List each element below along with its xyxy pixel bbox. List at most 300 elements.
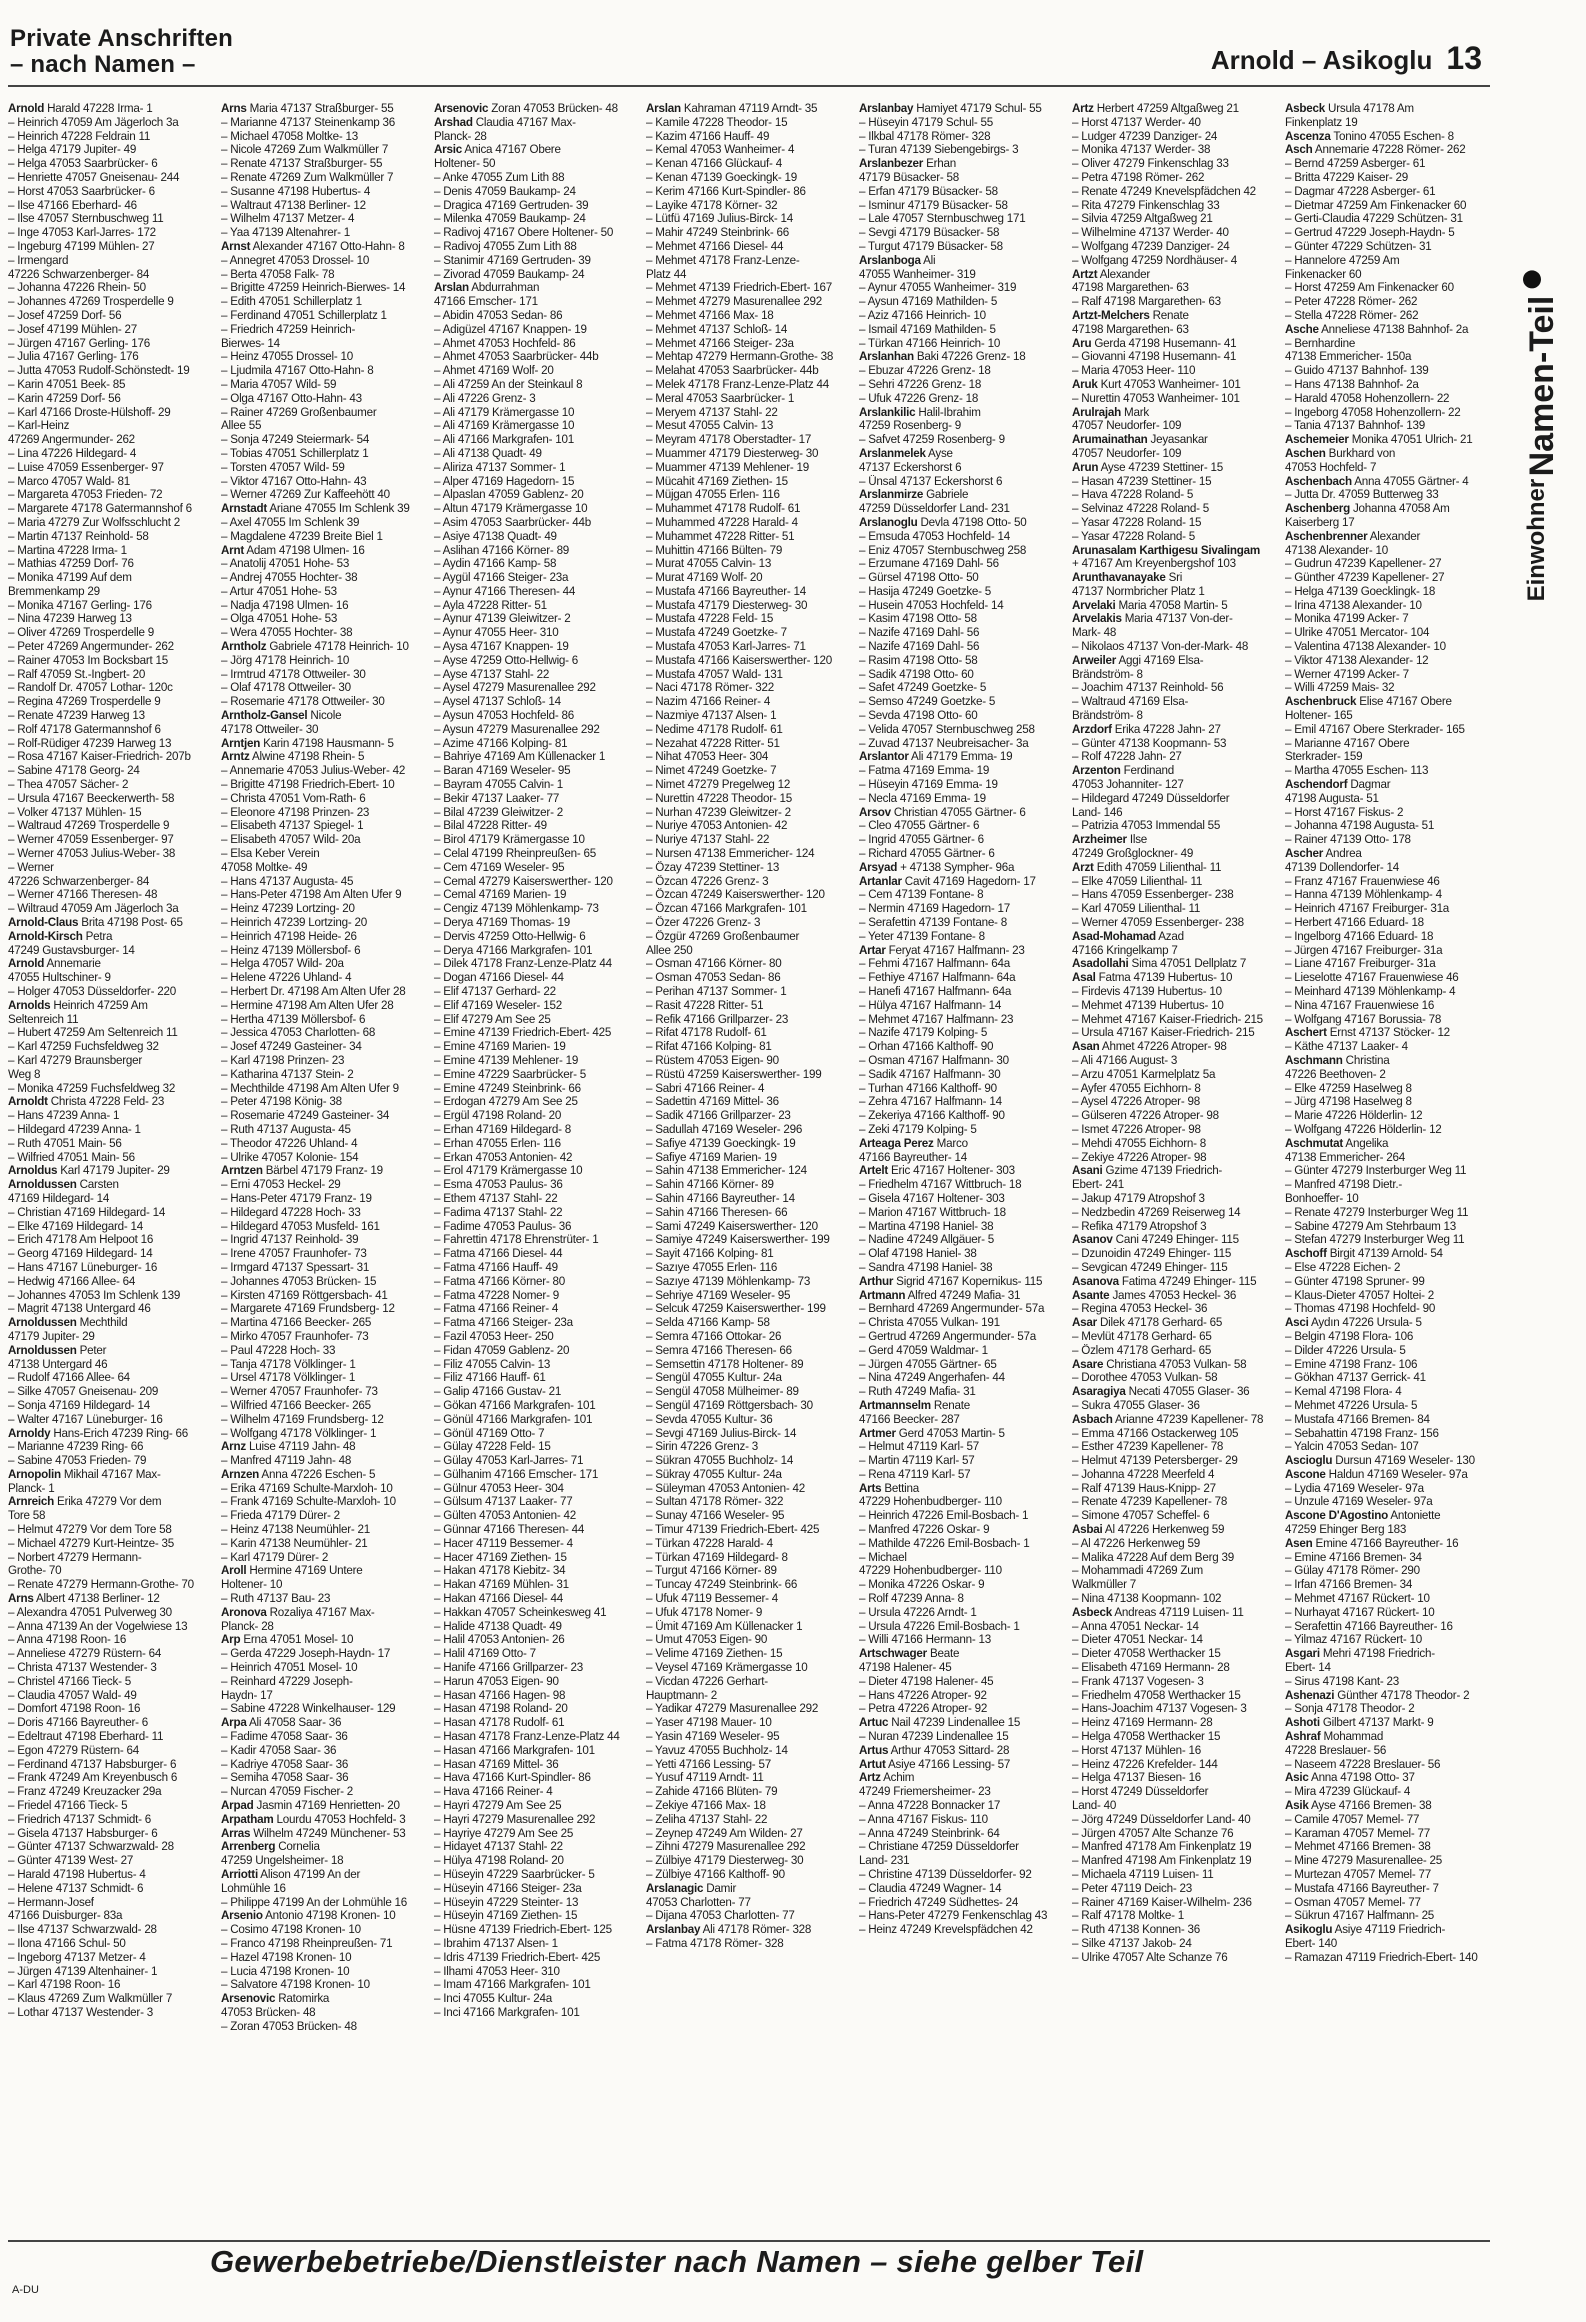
listing-entry bbox=[646, 971, 839, 985]
listing-entry bbox=[859, 1482, 1052, 1496]
entry-details: – Thea 47057 Sächer- 2 bbox=[8, 778, 129, 792]
listing-entry bbox=[859, 1385, 1052, 1399]
listing-entry bbox=[434, 268, 627, 282]
entry-details: Sterkrader- 159 bbox=[1284, 750, 1363, 764]
entry-details: – Aynur 47139 Gleiwitzer- 2 bbox=[433, 612, 571, 626]
listing-entry bbox=[859, 502, 1052, 516]
listing-entry bbox=[859, 1744, 1052, 1758]
entry-details: – Elke 47059 Lilienthal- 11 bbox=[1072, 874, 1203, 888]
entry-details: – Heinz 47055 Drossel- 10 bbox=[220, 350, 353, 364]
listing-entry bbox=[221, 557, 414, 571]
listing-entry bbox=[646, 916, 839, 930]
listing-entry bbox=[1285, 1095, 1478, 1109]
surname: Arns bbox=[8, 1592, 34, 1606]
listing-entry bbox=[1072, 1164, 1265, 1178]
listing-entry bbox=[1285, 1689, 1478, 1703]
listing-entry bbox=[1072, 806, 1265, 820]
listing-entry bbox=[434, 1647, 627, 1661]
entry-details: Maria 47058 Martin- 5 bbox=[1115, 598, 1228, 612]
listing-entry bbox=[646, 102, 839, 116]
entry-details: – Reinhard 47229 Joseph- bbox=[220, 1674, 353, 1688]
entry-details: – Muammer 47139 Mehlener- 19 bbox=[646, 460, 810, 474]
entry-details: – Hava 47166 Kurt-Spindler- 86 bbox=[433, 1771, 591, 1785]
listing-entry bbox=[1072, 1220, 1265, 1234]
listing-entry bbox=[1072, 1827, 1265, 1841]
listing-entry bbox=[1072, 1454, 1265, 1468]
entry-details: – Kadir 47058 Saar- 36 bbox=[220, 1743, 337, 1757]
entry-details: – Arzu 47051 Karmelplatz 5a bbox=[1072, 1067, 1216, 1081]
entry-details: – Emine 47139 Friedrich-Ebert- 425 bbox=[433, 1026, 611, 1040]
entry-details: Alwine 47198 Rhein- 5 bbox=[249, 750, 365, 764]
listing-entry bbox=[1285, 902, 1478, 916]
listing-entry bbox=[1285, 1316, 1478, 1330]
listing-entry bbox=[859, 171, 1052, 185]
listing-entry bbox=[434, 764, 627, 778]
surname: Ascone bbox=[1284, 1467, 1326, 1481]
entry-details: – Helga 47179 Jupiter- 49 bbox=[8, 143, 137, 157]
entry-details: – Rasit 47228 Ritter- 51 bbox=[646, 998, 764, 1012]
listing-entry bbox=[1072, 254, 1265, 268]
entry-details: – Yaa 47139 Altenahrer- 1 bbox=[220, 226, 350, 240]
entry-details: – Horst 47137 Mühlen- 16 bbox=[1072, 1743, 1202, 1757]
entry-details: – Ralf 47178 Moltke- 1 bbox=[1072, 1909, 1185, 1923]
listing-entry bbox=[221, 516, 414, 530]
entry-details: – Peter 47269 Angermunder- 262 bbox=[8, 640, 174, 654]
listing-entry bbox=[646, 640, 839, 654]
entry-details: – Jürgen 47139 Altenhainer- 1 bbox=[8, 1964, 158, 1978]
entry-details: – Meryem 47137 Stahl- 22 bbox=[646, 405, 779, 419]
entry-details: – Fatma 47166 Hauff- 49 bbox=[433, 1260, 558, 1274]
listing-entry bbox=[221, 1385, 414, 1399]
entry-details: – Stefan 47279 Insterburger Weg 11 bbox=[1284, 1233, 1465, 1247]
listing-entry bbox=[1285, 750, 1478, 764]
entry-details: – Fehmi 47167 Halfmann- 64a bbox=[859, 957, 1011, 971]
entry-details: Aydın 47226 Ursula- 5 bbox=[1308, 1316, 1422, 1330]
entry-details: – Tanja 47178 Völklinger- 1 bbox=[220, 1357, 356, 1371]
listing-entry bbox=[8, 516, 201, 530]
entry-details: – Nadja 47198 Ulmen- 16 bbox=[220, 598, 349, 612]
listing-entry bbox=[1285, 1551, 1478, 1565]
entry-details: – Imam 47166 Markgrafen- 101 bbox=[433, 1978, 591, 1992]
entry-details: – Aygül 47166 Steiger- 23a bbox=[433, 571, 568, 585]
listing-entry bbox=[1072, 240, 1265, 254]
surname: Asen bbox=[1284, 1536, 1313, 1550]
listing-entry bbox=[8, 171, 201, 185]
listing-entry bbox=[8, 309, 201, 323]
entry-details: – Emil 47167 Obere Sterkrader- 165 bbox=[1284, 722, 1465, 736]
entry-details: – Nazife 47169 Dahl- 56 bbox=[859, 626, 980, 640]
listing-entry bbox=[1285, 695, 1478, 709]
surname: Arunasalam Karthigesu Sivalingam bbox=[1072, 543, 1261, 557]
listing-entry bbox=[859, 1689, 1052, 1703]
listing-entry bbox=[221, 916, 414, 930]
listing-entry bbox=[8, 971, 201, 985]
listing-entry bbox=[1072, 640, 1265, 654]
entry-details: – Sunay 47166 Weseler- 95 bbox=[646, 1509, 785, 1523]
listing-entry bbox=[1285, 1661, 1478, 1675]
entry-details: – Velida 47057 Sternbuschweg 258 bbox=[859, 722, 1036, 736]
section-title-line2: – nach Namen – bbox=[10, 51, 196, 78]
listing-entry bbox=[646, 1537, 839, 1551]
entry-details: – Tania 47137 Bahnhof- 139 bbox=[1284, 419, 1426, 433]
surname: Arriotti bbox=[220, 1868, 258, 1881]
surname: Arnold bbox=[8, 102, 45, 115]
listing-entry bbox=[8, 1689, 201, 1703]
entry-details: Anna 47226 Eschen- 5 bbox=[258, 1467, 376, 1481]
listing-entry bbox=[221, 1302, 414, 1316]
entry-details: – Katharina 47137 Stein- 2 bbox=[220, 1067, 354, 1081]
listing-entry bbox=[221, 226, 414, 240]
entry-details: – Hakan 47178 Kiebitz- 34 bbox=[433, 1564, 566, 1578]
listing-entry bbox=[859, 723, 1052, 737]
listing-entry bbox=[434, 1785, 627, 1799]
entry-details: – Emine 47198 Franz- 106 bbox=[1284, 1357, 1418, 1371]
entry-details: – Hannelore 47259 Am bbox=[1284, 253, 1400, 267]
entry-details: – Bernd 47259 Asberger- 61 bbox=[1284, 157, 1426, 171]
entry-details: – Serafettin 47139 Fontane- 8 bbox=[859, 916, 1008, 930]
listing-entry bbox=[434, 902, 627, 916]
listing-entry bbox=[434, 1427, 627, 1441]
entry-details: – Randolf Dr. 47057 Lothar- 120c bbox=[8, 681, 173, 695]
entry-details: – Safiye 47169 Marien- 19 bbox=[646, 1150, 778, 1164]
entry-details: – Dilek 47178 Franz-Lenze-Platz 44 bbox=[433, 957, 612, 971]
listing-entry bbox=[8, 226, 201, 240]
listing-entry bbox=[1285, 1399, 1478, 1413]
listing-entry bbox=[221, 240, 414, 254]
entry-details: Eric 47167 Holtener- 303 bbox=[888, 1164, 1016, 1178]
entry-details: Jasmin 47169 Henrietten- 20 bbox=[253, 1799, 400, 1813]
surname: Arpa bbox=[220, 1716, 247, 1730]
listing-entry bbox=[434, 1413, 627, 1427]
listing-entry bbox=[1285, 461, 1478, 475]
listing-entry bbox=[646, 1785, 839, 1799]
entry-details: – Ilhami 47053 Heer- 310 bbox=[433, 1964, 560, 1978]
listing-entry bbox=[646, 875, 839, 889]
surname: Arthur bbox=[859, 1274, 894, 1288]
listing-entry bbox=[646, 571, 839, 585]
listing-entry bbox=[1072, 1785, 1265, 1799]
surname: Asante bbox=[1072, 1288, 1110, 1302]
listing-entry bbox=[8, 695, 201, 709]
listing-entry bbox=[1072, 1109, 1265, 1123]
listing-entry bbox=[646, 143, 839, 157]
entry-details: – Giovanni 47198 Husemann- 41 bbox=[1072, 350, 1237, 364]
listing-entry bbox=[221, 681, 414, 695]
listing-entry bbox=[1285, 1358, 1478, 1372]
entry-details: – Martina 47166 Beecker- 265 bbox=[220, 1316, 371, 1330]
surname: Artus bbox=[859, 1743, 889, 1757]
entry-details: – Baran 47169 Weseler- 95 bbox=[433, 764, 571, 778]
entry-details: – Radivoj 47055 Zum Lith 88 bbox=[433, 239, 577, 253]
listing-entry bbox=[1285, 406, 1478, 420]
listing-entry bbox=[646, 116, 839, 130]
surname: Aschemeier bbox=[1284, 433, 1349, 447]
listing-entry bbox=[221, 1716, 414, 1730]
listing-entry bbox=[8, 985, 201, 999]
entry-details: – Emine 47229 Saarbrücker- 5 bbox=[433, 1067, 586, 1081]
listing-entry bbox=[1072, 1082, 1265, 1096]
listing-entry bbox=[646, 792, 839, 806]
entry-details: – Emine 47166 Bremen- 34 bbox=[1284, 1550, 1422, 1564]
entry-details: – Hidayet 47137 Stahl- 22 bbox=[433, 1840, 563, 1854]
listing-entry bbox=[1285, 1454, 1478, 1468]
entry-details: – Karin 47259 Dorf- 56 bbox=[8, 391, 121, 405]
surname: Arsenovic bbox=[220, 1992, 276, 2006]
entry-details: – Erhan 47169 Hildegard- 8 bbox=[433, 1122, 571, 1136]
entry-details: – Wilhelm 47169 Frundsberg- 12 bbox=[220, 1412, 384, 1426]
surname: Artzt bbox=[1072, 267, 1098, 281]
entry-details: – Zekiye 47226 Atroper- 98 bbox=[1072, 1150, 1207, 1164]
listing-entry bbox=[8, 1082, 201, 1096]
surname: Arteaga Perez bbox=[859, 1136, 934, 1150]
listing-entry bbox=[221, 488, 414, 502]
entry-details: – Inci 47166 Markgrafen- 101 bbox=[433, 2005, 580, 2019]
listing-entry bbox=[1285, 1151, 1478, 1165]
listing-entry bbox=[434, 419, 627, 433]
entry-details: – Helene 47137 Schmidt- 6 bbox=[8, 1881, 144, 1895]
listing-entry bbox=[859, 116, 1052, 130]
listing-entry bbox=[1072, 778, 1265, 792]
entry-details: – Türkan 47169 Hildegard- 8 bbox=[646, 1550, 789, 1564]
listing-entry bbox=[221, 612, 414, 626]
surname: Aroll bbox=[220, 1564, 247, 1578]
listing-entry bbox=[1285, 530, 1478, 544]
entry-details: – Axel 47055 Im Schlenk 39 bbox=[220, 515, 360, 529]
entry-details: – Semra 47166 Theresen- 66 bbox=[646, 1343, 793, 1357]
listing-entry bbox=[434, 1633, 627, 1647]
entry-details: – Umut 47053 Eigen- 90 bbox=[646, 1633, 768, 1647]
entry-details: Kurt 47053 Wanheimer- 101 bbox=[1097, 377, 1241, 391]
listing-entry bbox=[8, 1247, 201, 1261]
entry-details: – Lieselotte 47167 Frauenwiese 46 bbox=[1284, 971, 1459, 985]
listing-entry bbox=[8, 1233, 201, 1247]
entry-details: – Bahriye 47169 Am Küllenacker 1 bbox=[433, 750, 605, 764]
listing-entry bbox=[221, 985, 414, 999]
listing-entry bbox=[221, 392, 414, 406]
entry-details: – Samiye 47249 Kaiserswerther- 199 bbox=[646, 1233, 831, 1247]
entry-details: – Harald 47198 Hubertus- 4 bbox=[8, 1868, 146, 1881]
listing-entry bbox=[1285, 212, 1478, 226]
surname: Aru bbox=[1072, 336, 1092, 350]
listing-entry bbox=[8, 764, 201, 778]
listing-entry bbox=[8, 1592, 201, 1606]
listing-entry bbox=[434, 957, 627, 971]
listing-entry bbox=[434, 392, 627, 406]
surname: Ashenazi bbox=[1284, 1688, 1335, 1702]
surname: Arzt bbox=[1072, 860, 1094, 874]
listing-entry bbox=[221, 806, 414, 820]
entry-details: – Ludger 47239 Danziger- 24 bbox=[1072, 129, 1218, 143]
entry-details: – Olaf 47198 Haniel- 38 bbox=[859, 1247, 977, 1261]
entry-details: – Müjgan 47055 Erlen- 116 bbox=[646, 488, 781, 502]
entry-details: – Sirus 47198 Kant- 23 bbox=[1284, 1674, 1399, 1688]
entry-details: – Selda 47166 Kamp- 58 bbox=[646, 1316, 771, 1330]
listing-entry bbox=[221, 419, 414, 433]
entry-details: – Renate 47137 Straßburger- 55 bbox=[220, 157, 383, 171]
entry-details: Feryat 47167 Halfmann- 23 bbox=[885, 943, 1025, 957]
entry-details: – Ayfer 47055 Eichhorn- 8 bbox=[1072, 1081, 1201, 1095]
entry-details: – Orhan 47166 Kalthoff- 90 bbox=[859, 1040, 994, 1054]
entry-details: – Nurettin 47228 Theodor- 15 bbox=[646, 791, 793, 805]
entry-details: – Thomas 47198 Hochfeld- 90 bbox=[1284, 1302, 1436, 1316]
listing-entry bbox=[221, 944, 414, 958]
listing-entry bbox=[221, 1178, 414, 1192]
surname: Arsyad bbox=[859, 860, 898, 874]
entry-details: – Hülya 47198 Roland- 20 bbox=[433, 1854, 564, 1868]
listing-entry bbox=[221, 1923, 414, 1937]
entry-details: – Gülay 47053 Karl-Jarres- 71 bbox=[433, 1454, 583, 1468]
listing-entry bbox=[8, 199, 201, 213]
entry-details: – Rudolf 47166 Allee- 64 bbox=[8, 1371, 130, 1385]
listing-entry bbox=[221, 1868, 414, 1882]
listing-entry bbox=[221, 640, 414, 654]
entry-details: Ratomirka bbox=[275, 1992, 330, 2006]
entry-details: – Martina 47198 Haniel- 38 bbox=[859, 1219, 994, 1233]
entry-details: – Heinz 47239 Lortzing- 20 bbox=[220, 902, 355, 916]
listing-entry bbox=[1285, 1013, 1478, 1027]
listing-entry bbox=[8, 1206, 201, 1220]
listing-entry bbox=[434, 626, 627, 640]
entry-details: – Gisela 47137 Habsburger- 6 bbox=[8, 1826, 158, 1840]
entry-details: – Fidan 47059 Gablenz- 20 bbox=[433, 1343, 569, 1357]
listing-entry bbox=[221, 406, 414, 420]
entry-details: Walkmüller 7 bbox=[1072, 1578, 1137, 1592]
listing-entry bbox=[434, 130, 627, 144]
listing-entry bbox=[646, 1840, 839, 1854]
entry-details: – Helga 47053 Saarbrücker- 6 bbox=[8, 157, 158, 171]
surname: Asik bbox=[1284, 1799, 1309, 1813]
listing-entry bbox=[221, 1840, 414, 1854]
listing-entry bbox=[1285, 143, 1478, 157]
listing-entry bbox=[646, 1771, 839, 1785]
entry-details: Burkhard von bbox=[1325, 446, 1396, 460]
entry-details: – Hava 47166 Reiner- 4 bbox=[433, 1785, 553, 1799]
listing-entry bbox=[1285, 1896, 1478, 1910]
listing-entry bbox=[221, 1399, 414, 1413]
entry-details: – Erkan 47053 Antonien- 42 bbox=[433, 1150, 572, 1164]
listing-entry bbox=[859, 819, 1052, 833]
listing-entry bbox=[646, 1040, 839, 1054]
entry-details: – Selvinaz 47228 Roland- 5 bbox=[1072, 502, 1210, 516]
listing-entry bbox=[434, 1082, 627, 1096]
listing-entry bbox=[8, 902, 201, 916]
listing-entry bbox=[8, 1909, 201, 1923]
entry-details: Planck- 28 bbox=[433, 129, 487, 143]
listing-entry bbox=[1072, 888, 1265, 902]
entry-details: – Michael bbox=[859, 1550, 908, 1564]
entry-details: – Mirko 47057 Fraunhofer- 73 bbox=[220, 1329, 369, 1343]
listing-entry bbox=[646, 516, 839, 530]
entry-details: 47229 Hohenbudberger- 110 bbox=[859, 1495, 1003, 1509]
listing-entry bbox=[646, 1799, 839, 1813]
listing-entry bbox=[8, 916, 201, 930]
listing-entry bbox=[1285, 1344, 1478, 1358]
surname: Arntz bbox=[220, 750, 250, 764]
listing-entry bbox=[221, 1026, 414, 1040]
entry-details: – Heinrich 47051 Mosel- 10 bbox=[220, 1661, 358, 1675]
listing-entry bbox=[221, 1427, 414, 1441]
entry-details: – Lütfü 47169 Julius-Birck- 14 bbox=[646, 212, 794, 226]
listing-entry bbox=[221, 337, 414, 351]
entry-details: – Norbert 47279 Hermann- bbox=[8, 1550, 142, 1564]
listing-entry bbox=[1285, 640, 1478, 654]
listing-entry bbox=[1285, 1606, 1478, 1620]
listing-entry bbox=[859, 544, 1052, 558]
listing-entry bbox=[859, 1371, 1052, 1385]
listing-entry bbox=[1072, 502, 1265, 516]
entry-details: – Johanna 47198 Augusta- 51 bbox=[1284, 819, 1435, 833]
entry-details: – Ümit 47169 Am Küllenacker 1 bbox=[646, 1619, 803, 1633]
listing-entry bbox=[859, 185, 1052, 199]
entry-details: – Zehra 47167 Halfmann- 14 bbox=[859, 1095, 1003, 1109]
entry-details: – Helga 47058 Werthacker 15 bbox=[1072, 1730, 1221, 1744]
surname: Arnt bbox=[220, 543, 244, 557]
entry-details: – Asim 47053 Saarbrücker- 44b bbox=[433, 515, 591, 529]
listing-entry bbox=[859, 1358, 1052, 1372]
entry-details: – Ayla 47228 Ritter- 51 bbox=[433, 598, 547, 612]
listing-entry bbox=[8, 185, 201, 199]
entry-details: – Camile 47057 Memel- 77 bbox=[1284, 1812, 1420, 1826]
entry-details: – Mustafa 47166 Bayreuther- 14 bbox=[646, 584, 807, 598]
listing-entry bbox=[859, 709, 1052, 723]
entry-details: – Fadime 47053 Paulus- 36 bbox=[433, 1219, 571, 1233]
listing-entry bbox=[646, 888, 839, 902]
entry-details: – Helmut 47139 Petersberger- 29 bbox=[1072, 1454, 1238, 1468]
entry-details: Ursula 47178 Am bbox=[1325, 102, 1414, 115]
surname: Arslanhan bbox=[859, 350, 915, 364]
entry-details: – Alper 47169 Hagedorn- 15 bbox=[433, 474, 574, 488]
entry-details: Maria 47137 Straßburger- 55 bbox=[246, 102, 394, 115]
listing-entry bbox=[1285, 930, 1478, 944]
listing-entry bbox=[8, 1633, 201, 1647]
listing-entry bbox=[646, 723, 839, 737]
listing-entry bbox=[8, 1620, 201, 1634]
entry-details: Ayse 47166 Bremen- 38 bbox=[1308, 1799, 1432, 1813]
listing-entry bbox=[859, 1537, 1052, 1551]
listing-entry bbox=[646, 861, 839, 875]
listing-entry bbox=[1072, 1482, 1265, 1496]
entry-details: – Gülnur 47053 Heer- 304 bbox=[433, 1481, 564, 1495]
entry-details: 47137 Normbricher Platz 1 bbox=[1072, 584, 1205, 598]
listing-entry bbox=[1285, 875, 1478, 889]
listing-entry bbox=[646, 750, 839, 764]
entry-details: Ali bbox=[921, 253, 936, 267]
listing-entry bbox=[8, 130, 201, 144]
entry-details: – Erol 47179 Krämergasse 10 bbox=[433, 1164, 583, 1178]
entry-details: – Nazim 47166 Reiner- 4 bbox=[646, 695, 771, 709]
entry-details: – Sadik 47166 Grillparzer- 23 bbox=[646, 1109, 792, 1123]
entry-details: Renate bbox=[1149, 308, 1189, 322]
listing-entry bbox=[221, 1799, 414, 1813]
entry-details: – Esma 47053 Paulus- 36 bbox=[433, 1178, 563, 1192]
listing-entry bbox=[859, 902, 1052, 916]
listing-entry bbox=[434, 1551, 627, 1565]
entry-details: – Layike 47178 Körner- 32 bbox=[646, 198, 778, 212]
listing-entry bbox=[221, 999, 414, 1013]
listing-entry bbox=[646, 1813, 839, 1827]
entry-details: – Ursula 47226 Arndt- 1 bbox=[859, 1605, 977, 1619]
entry-details: 47058 Moltke- 49 bbox=[220, 860, 308, 874]
listing-entry bbox=[1285, 1468, 1478, 1482]
entry-details: – Werner 47269 Zur Kaffeehött 40 bbox=[220, 488, 390, 502]
listing-entry bbox=[434, 971, 627, 985]
listing-entry bbox=[859, 1620, 1052, 1634]
listing-entry bbox=[1072, 668, 1265, 682]
entry-details: Elise 47167 Obere bbox=[1356, 695, 1452, 709]
listing-entry bbox=[434, 1371, 627, 1385]
surname: Arnoldy bbox=[8, 1426, 51, 1440]
entry-details: – Tobias 47051 Schillerplatz 1 bbox=[220, 446, 369, 460]
